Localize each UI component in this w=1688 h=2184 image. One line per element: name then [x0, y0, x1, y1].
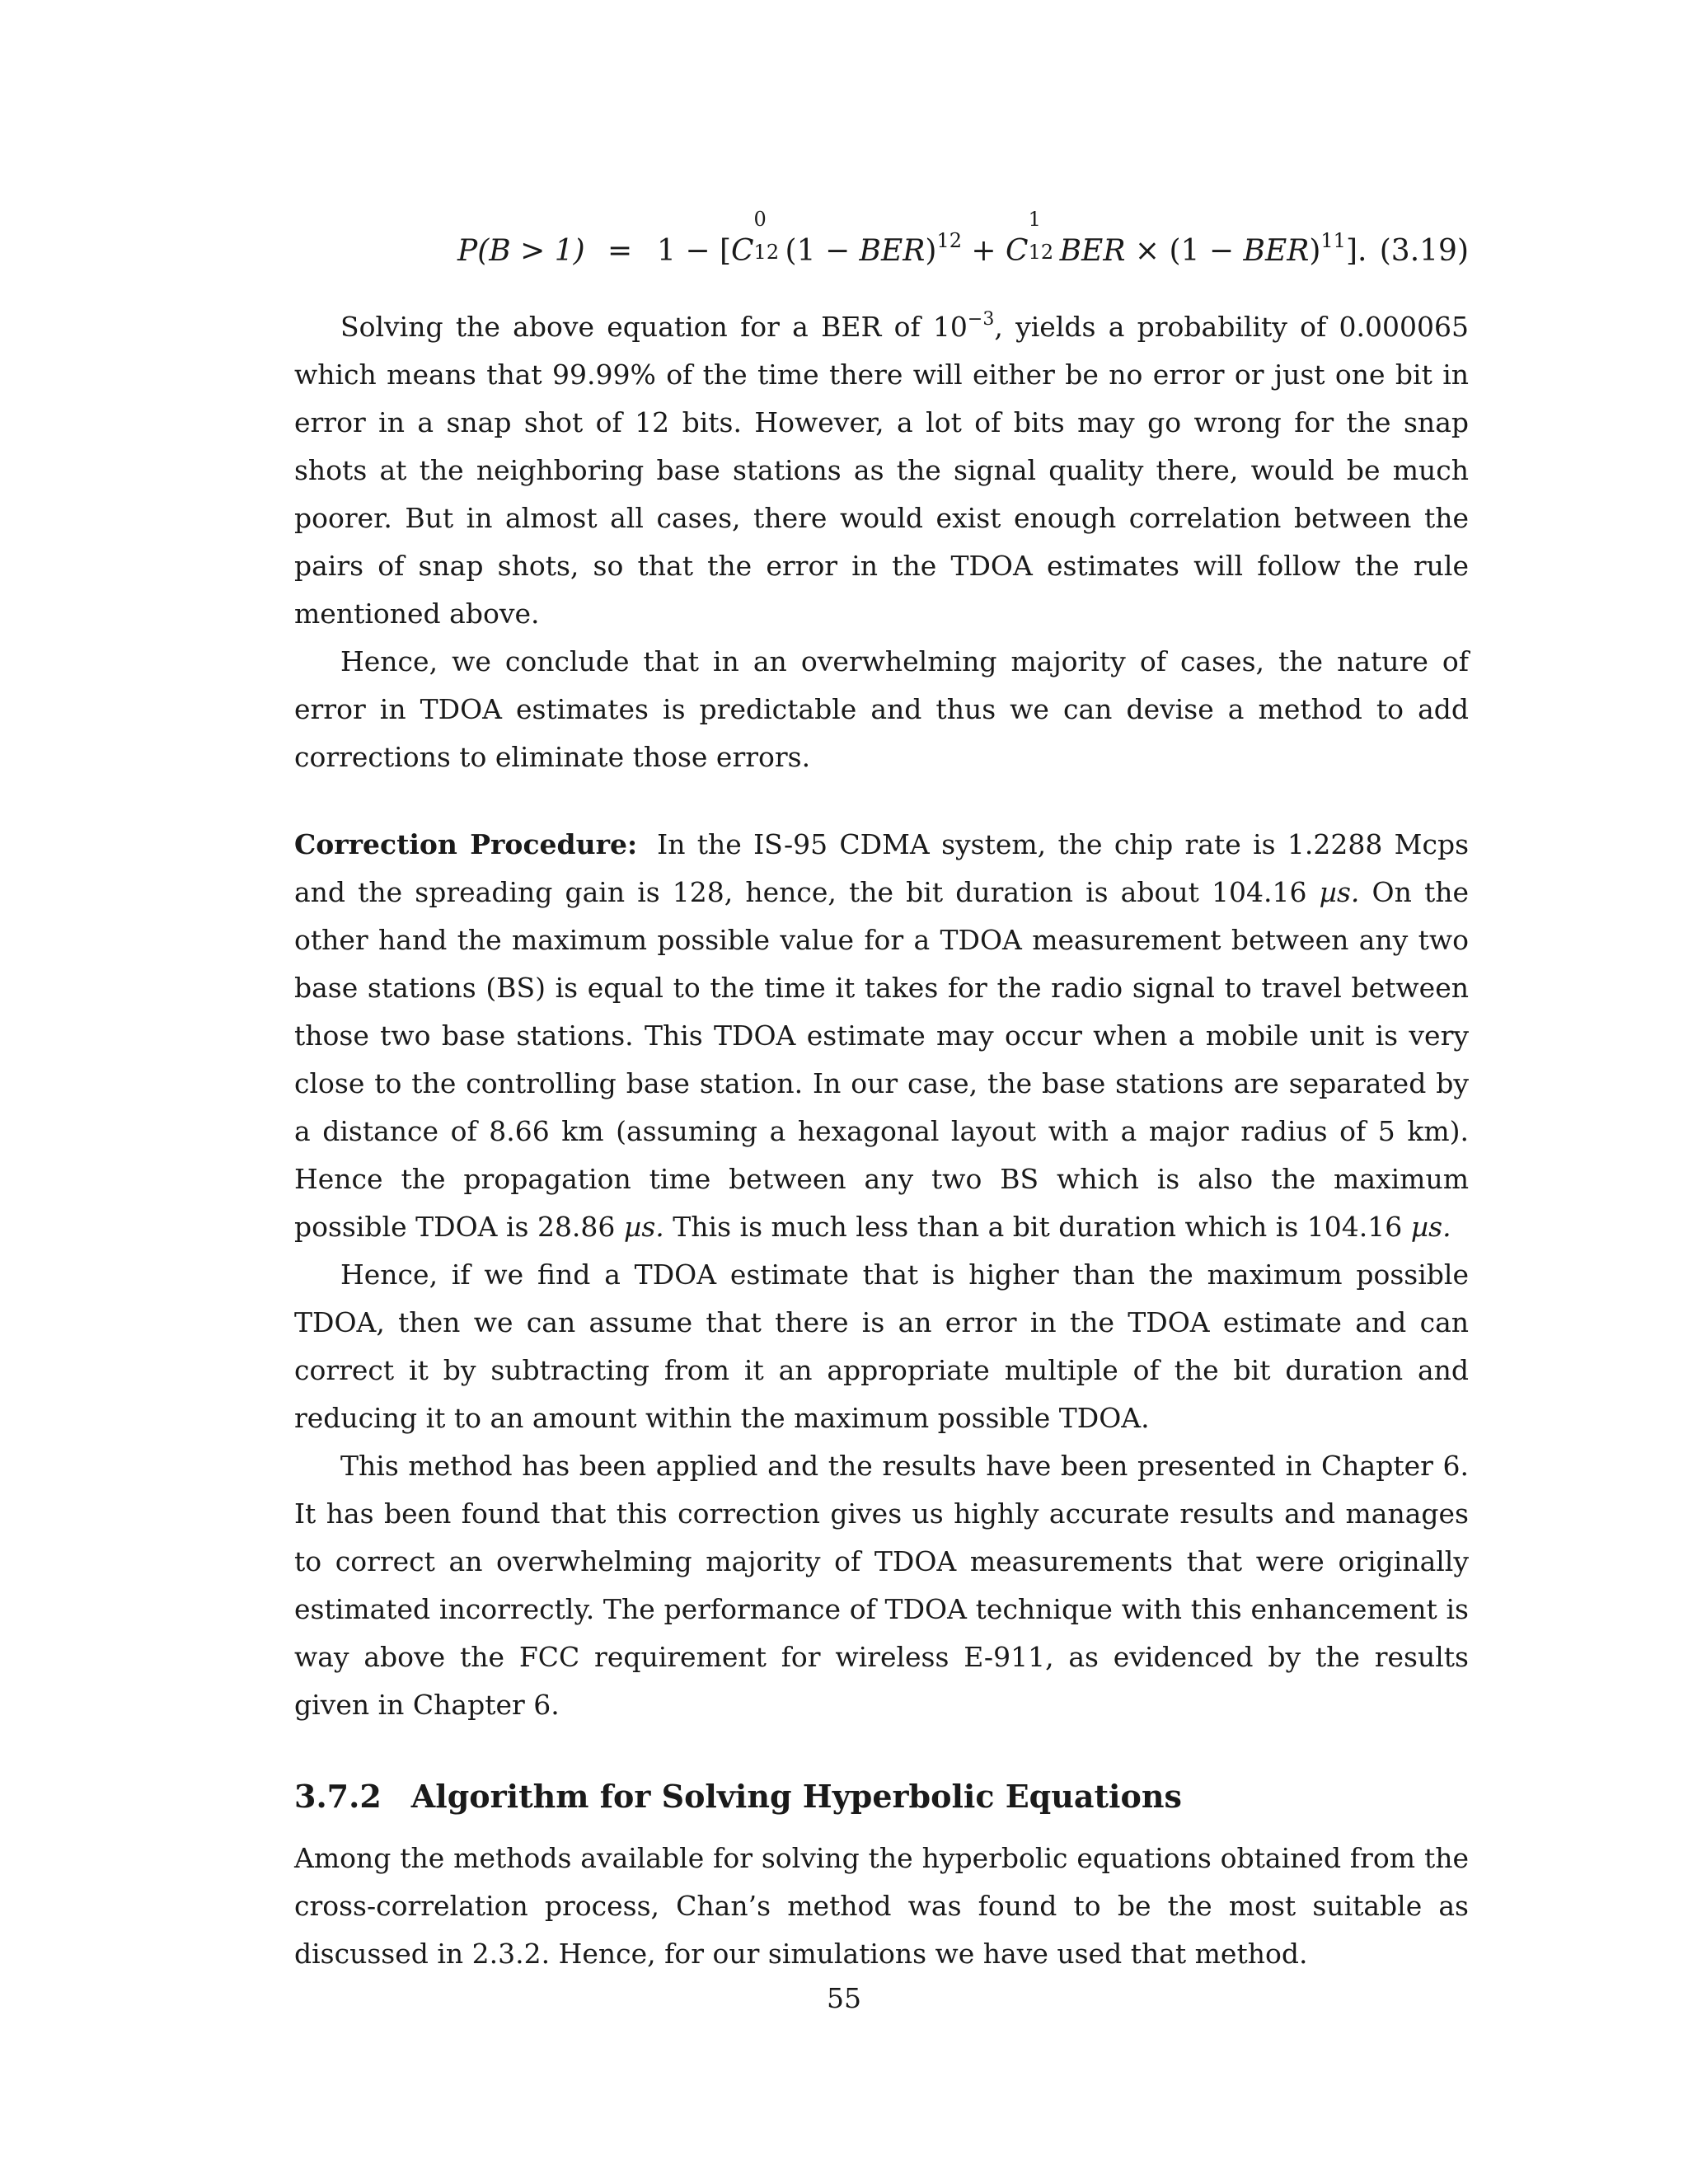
- paragraph-results: This method has been applied and the results have been presented in Chapter 6. It has been found that this correction gives us highly accurate results and manages to correct an overwhelming majority of TDOA measurements that were originally estimated incorrectly. The performance of TDOA technique with this enhancement is way above the FCC requirement for wireless E-911, as evidenced by the results given in Chapter 6.: [294, 1450, 1469, 1721]
- section-number: 3.7.2: [294, 1778, 382, 1815]
- paragraph-correction-rule: Hence, if we find a TDOA estimate that is higher than the maximum possible TDOA, then we can assume that there is an error in the TDOA estimate and can correct it by subtracting from it an appropriate multiple of the bit duration and reducing it to an amount within the maximum possible TDOA.: [294, 1258, 1469, 1434]
- paragraph-correction-procedure: [294, 821, 1469, 1251]
- eq-rhs-part6: ): [1309, 234, 1321, 268]
- equation-number: (3.19): [1379, 234, 1469, 268]
- eq-c2-sub: 12: [1028, 241, 1054, 264]
- eq-ber-1: BER: [859, 234, 926, 268]
- section-title: Algorithm for Solving Hyperbolic Equations: [410, 1778, 1182, 1815]
- eq-c1-scripts: [753, 208, 782, 264]
- paragraph-ber-solution: [294, 303, 1469, 638]
- unit-microseconds-3: µs.: [1410, 1211, 1451, 1243]
- equation-lhs: P(B > 1): [457, 234, 585, 268]
- page-number: 55: [827, 1982, 861, 2014]
- eq-c2-sup: 1: [1028, 208, 1041, 231]
- eq-c1-sub: 12: [753, 241, 780, 264]
- correction-text-a: In the IS-95 CDMA system, the chip rate is 1.2288 Mcps and the spreading gain is 128, hence, the bit duration is about 104.16: [294, 828, 1470, 908]
- eq-rhs-part4: +: [961, 234, 1006, 268]
- eq-c2-base: C: [1006, 234, 1029, 268]
- eq-pow1: 12: [936, 229, 962, 252]
- correction-procedure-heading: Correction Procedure:: [294, 828, 638, 860]
- correction-text-b: On the other hand the maximum possible value for a TDOA measurement between any two base stations (BS) is equal to the time it takes for the radio signal to travel between those two base stations. This TDOA estimate may occur when a mobile unit is very close to the controlling base station. In our case, the base stations are separated by a distance of 8.66 km (assuming a hexagonal layout with a major radius of 5 km). Hence the propagation time between any two BS which is also the maximum possible TDOA is 28.86: [294, 876, 1469, 1243]
- eq-ber-3: BER: [1243, 234, 1310, 268]
- paragraph-ber-solution-b: , yields a probability of 0.000065 which means that 99.99% of the time there will either be no error or just one bit in error in a snap shot of 12 bits. However, a lot of bits may go wrong for the snap shots at the neighboring base stations as the signal quality there, would be much poorer. But in almost all cases, there would exist enough correlation between the pairs of snap shots, so that the error in the TDOA estimates will follow the rule mentioned above.: [294, 311, 1469, 630]
- eq-rhs-part3: ): [925, 234, 937, 268]
- eq-rhs-part7: ].: [1345, 234, 1367, 268]
- eq-c2-scripts: [1028, 208, 1057, 264]
- equation-relation: =: [607, 234, 633, 268]
- unit-microseconds-2: µs.: [623, 1211, 664, 1243]
- ber-exponent: −3: [967, 309, 995, 330]
- eq-pow2: 11: [1320, 229, 1346, 252]
- eq-rhs-part2: (1 −: [785, 234, 860, 268]
- correction-text-c: This is much less than a bit duration which is 104.16: [663, 1211, 1411, 1243]
- paragraph-chan-method: Among the methods available for solving the hyperbolic equations obtained from the cross-correlation process, Chan’s method was found to be the most suitable as discussed in 2.3.2. Hence, for our simulations we have used that method.: [294, 1842, 1469, 1970]
- eq-rhs-part1: 1 − [: [657, 234, 731, 268]
- section-heading-3-7-2: [294, 1770, 1469, 1823]
- equation-3-19: [294, 208, 1469, 280]
- page-body: [294, 208, 1470, 1978]
- eq-ber-2: BER: [1059, 234, 1126, 268]
- paragraph-ber-solution-a: Solving the above equation for a BER of 10: [340, 311, 968, 343]
- eq-c1-base: C: [731, 234, 754, 268]
- unit-microseconds-1: µs.: [1319, 876, 1360, 908]
- equation-rhs: [657, 208, 1367, 280]
- paragraph-conclusion: Hence, we conclude that in an overwhelming majority of cases, the nature of error in TDOA estimates is predictable and thus we can devise a method to add corrections to eliminate those errors.: [294, 645, 1469, 773]
- eq-c1-sup: 0: [753, 208, 767, 231]
- eq-rhs-part5: × (1 −: [1125, 234, 1244, 268]
